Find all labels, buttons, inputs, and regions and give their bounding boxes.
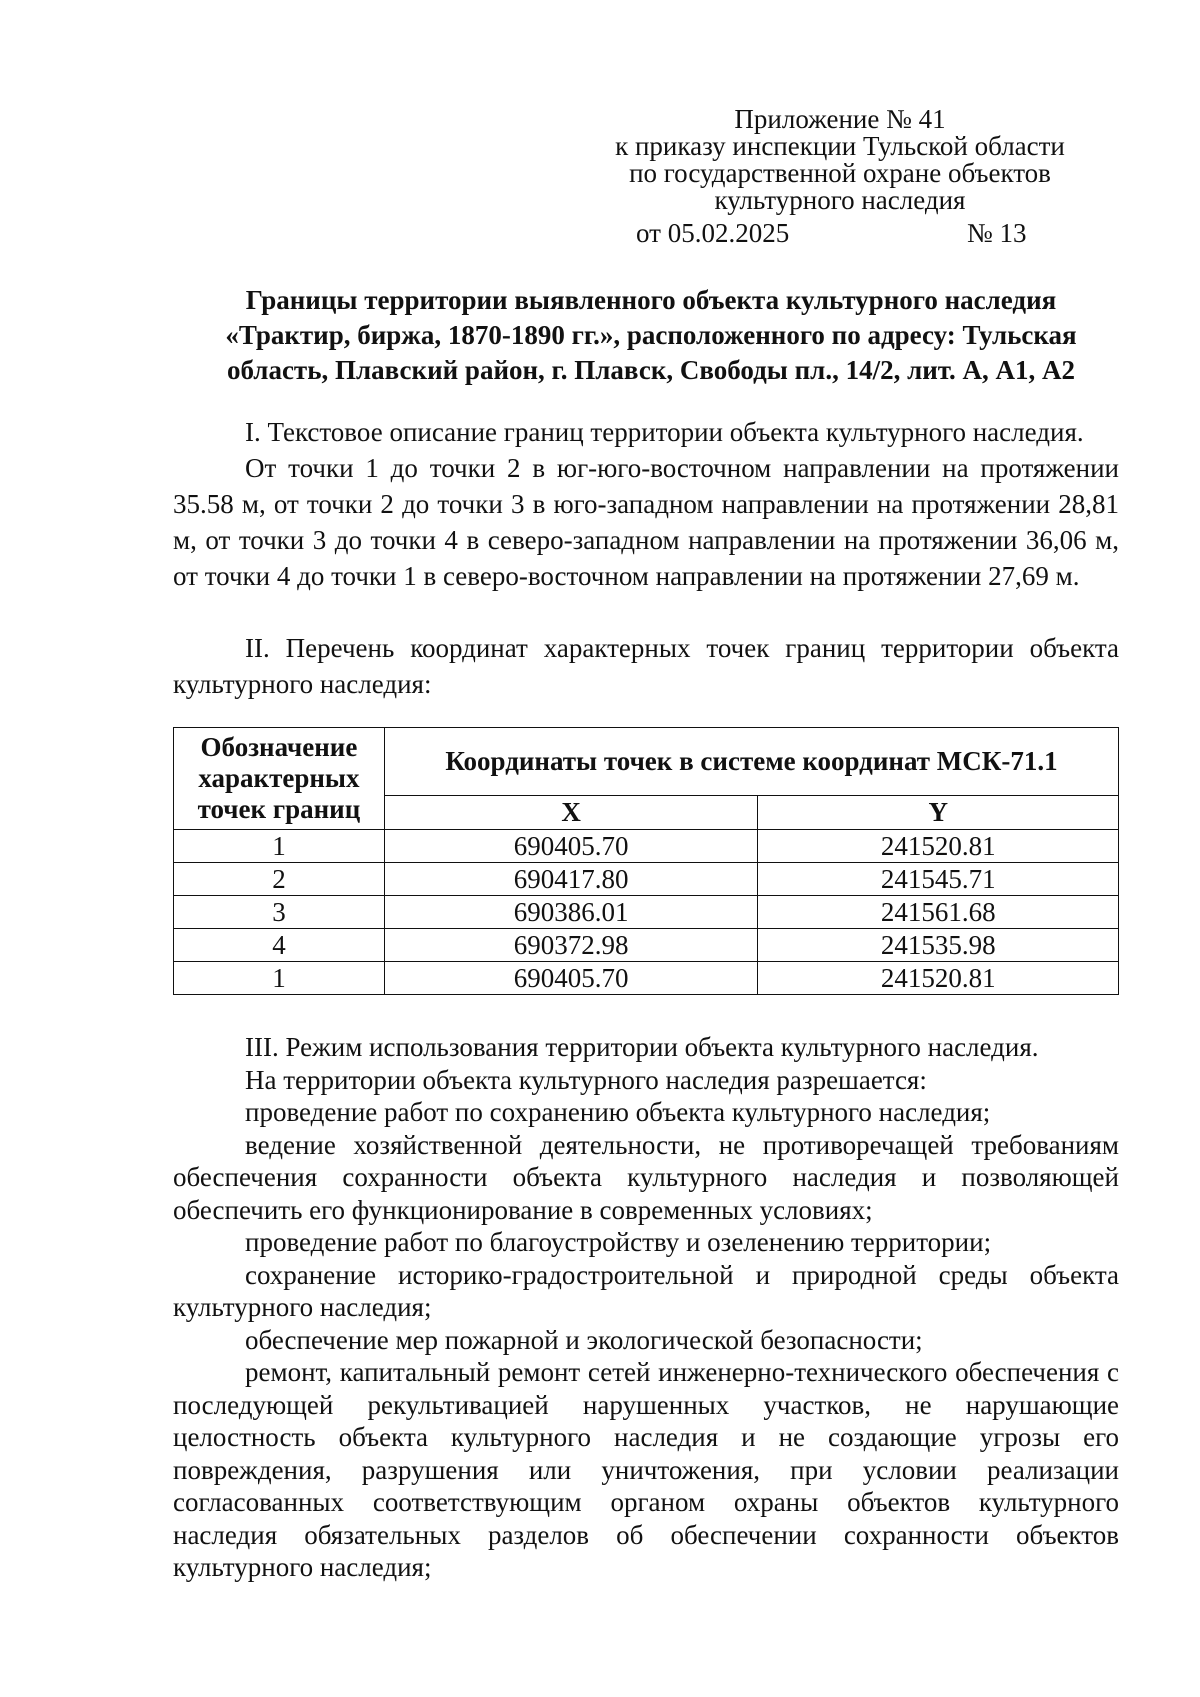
x-header: X (384, 795, 758, 829)
x-cell: 690405.70 (384, 962, 758, 995)
appendix-number: Приложение № 41 (734, 104, 946, 134)
table-row (174, 929, 1119, 962)
document-title (172, 283, 1130, 388)
allowed-item: ведение хозяйственной деятельности, не противоречащей требованиям обеспечения сохранности объекта культурного наследия и позволяющей обеспечить его функционирование в современных условиях; (173, 1129, 1119, 1225)
section-3-allowed: На территории объекта культурного наследия разрешается: (245, 1064, 927, 1095)
title-line-1: Границы территории выявленного объекта культурного наследия (245, 285, 1057, 315)
section-1 (173, 414, 1119, 594)
section-1-heading: I. Текстовое описание границ территории объекта культурного наследия. (245, 417, 1084, 447)
x-cell: 690386.01 (384, 896, 758, 929)
y-cell: 241545.71 (758, 863, 1119, 896)
allowed-item: проведение работ по благоустройству и озеленению территории; (245, 1227, 992, 1257)
y-cell: 241520.81 (758, 962, 1119, 995)
section-2 (173, 630, 1119, 702)
title-line-2: «Трактир, биржа, 1870-1890 гг.», расположенного по адресу: Тульская (225, 320, 1077, 350)
table-row (174, 962, 1119, 995)
table-row (174, 896, 1119, 929)
order-line-1: к приказу инспекции Тульской области (615, 131, 1065, 161)
order-number: № 13 (967, 218, 1027, 248)
allowed-item: сохранение историко-градостроительной и природной среды объекта культурного наследия; (173, 1259, 1119, 1322)
section-1-text: От точки 1 до точки 2 в юг-юго-восточном направлении на протяжении 35.58 м, от точки 2 до точки 3 в юго-западном направлении на протяжении 28,81 м, от точки 3 до точки 4 в северо-западном направлении на протяжении 36,06 м, от точки 4 до точки 1 в северо-восточном направлении на протяжении 27,69 м. (173, 453, 1119, 591)
point-cell: 2 (174, 863, 385, 896)
section-2-heading: II. Перечень координат характерных точек границ территории объекта культурного наследия: (173, 633, 1119, 699)
coordinates-table (173, 727, 1119, 995)
y-cell: 241561.68 (758, 896, 1119, 929)
allowed-item: ремонт, капитальный ремонт сетей инженерно-технического обеспечения с последующей рекультивацией нарушенных участков, не нарушающие целостность объекта культурного наследия и не создающие угрозы его повреждения, разрушения или уничтожения, при условии реализации согласованных соответствующим органом охраны объектов культурного наследия обязательных разделов об обеспечении сохранности объектов культурного наследия; (173, 1357, 1119, 1582)
y-header: Y (758, 795, 1119, 829)
table-row (174, 863, 1119, 896)
table-header-row (174, 728, 1119, 796)
point-cell: 3 (174, 896, 385, 929)
x-cell: 690405.70 (384, 830, 758, 863)
order-date: от 05.02.2025 (636, 218, 790, 248)
y-cell: 241520.81 (758, 830, 1119, 863)
point-cell: 1 (174, 962, 385, 995)
appendix-header (560, 106, 1120, 214)
table-row (174, 830, 1119, 863)
order-line-3: культурного наследия (714, 185, 966, 215)
coordinates-system-header: Координаты точек в системе координат МСК-71.1 (384, 728, 1118, 796)
allowed-item: проведение работ по сохранению объекта культурного наследия; (245, 1097, 991, 1127)
point-designation-header: Обозначение характерных точек границ (174, 728, 385, 830)
section-3-heading: III. Режим использования территории объекта культурного наследия. (245, 1032, 1039, 1062)
allowed-item: обеспечение мер пожарной и экологической безопасности; (245, 1324, 923, 1355)
y-cell: 241535.98 (758, 929, 1119, 962)
order-line-2: по государственной охране объектов (629, 158, 1051, 188)
title-line-3: область, Плавский район, г. Плавск, Свободы пл., 14/2, лит. А, А1, А2 (226, 355, 1076, 385)
point-cell: 1 (174, 830, 385, 863)
point-cell: 4 (174, 929, 385, 962)
x-cell: 690417.80 (384, 863, 758, 896)
section-3 (173, 1031, 1119, 1584)
x-cell: 690372.98 (384, 929, 758, 962)
